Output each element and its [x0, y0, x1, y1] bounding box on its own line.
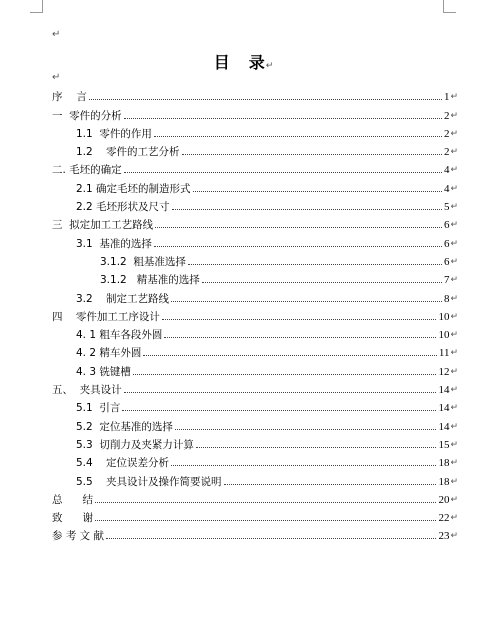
- toc-leader-dots: [171, 465, 436, 466]
- toc-page-number: 15: [438, 438, 450, 451]
- toc-entry[interactable]: [52, 323, 458, 341]
- toc-page-number: 2: [443, 146, 450, 159]
- toc-leader-dots: [124, 172, 442, 173]
- toc-page-number: 4: [443, 164, 450, 177]
- toc-entry[interactable]: [52, 451, 458, 469]
- paragraph-mark: ↵: [450, 366, 458, 377]
- toc-leader-dots: [171, 301, 442, 302]
- toc-entry-label: 二. 毛坯的确定: [52, 164, 122, 177]
- title-char-1: 目: [213, 53, 231, 72]
- toc-entry-label: 1.2 零件的工艺分析: [76, 146, 180, 159]
- toc-entry[interactable]: [52, 213, 458, 231]
- toc-page-number: 20: [438, 493, 450, 506]
- toc-entry-label: 5.3 切削力及夹紧力计算: [76, 438, 194, 451]
- toc-entry[interactable]: [52, 140, 458, 158]
- toc-entry-label: 3.1 基准的选择: [76, 237, 152, 250]
- paragraph-mark: ↵: [450, 92, 458, 103]
- paragraph-mark: ↵: [450, 202, 458, 213]
- toc-entry[interactable]: [52, 341, 458, 359]
- toc-entry-label: 3.2 制定工艺路线: [76, 292, 170, 305]
- paragraph-mark: ↵: [450, 311, 458, 322]
- paragraph-mark: ↵: [450, 403, 458, 414]
- toc-entry-label: 5.2 定位基准的选择: [76, 420, 173, 433]
- toc-entry-label: 五、 夹具设计: [52, 384, 122, 397]
- toc-page-number: 14: [438, 420, 450, 433]
- toc-leader-dots: [196, 447, 437, 448]
- paragraph-mark: ↵: [450, 165, 458, 176]
- paragraph-mark: ↵: [450, 128, 458, 139]
- paragraph-mark-after-title: ↵: [52, 72, 61, 83]
- toc-entry-label: 4. 1 粗车各段外圆: [76, 329, 163, 342]
- toc-page-number: 5: [443, 201, 450, 214]
- toc-page-number: 12: [438, 365, 450, 378]
- toc-leader-dots: [154, 136, 442, 137]
- page-title: [0, 50, 488, 73]
- toc-leader-dots: [122, 410, 436, 411]
- toc-leader-dots: [106, 538, 436, 539]
- paragraph-mark: ↵: [450, 458, 458, 469]
- paragraph-mark-top: ↵: [52, 29, 61, 40]
- toc-entry-label: 2.1 确定毛坯的制造形式: [76, 182, 191, 195]
- toc-leader-dots: [124, 118, 442, 119]
- toc-page-number: 6: [443, 219, 450, 232]
- toc-leader-dots: [193, 191, 442, 192]
- toc-leader-dots: [95, 502, 436, 503]
- paragraph-mark: ↵: [450, 293, 458, 304]
- table-of-contents: [52, 85, 458, 542]
- paragraph-mark: ↵: [450, 494, 458, 505]
- toc-entry[interactable]: [52, 396, 458, 414]
- toc-entry-label: 5.5 夹具设计及操作简要说明: [76, 475, 222, 488]
- toc-entry-label: 总 结: [52, 493, 94, 506]
- toc-page-number: 22: [438, 512, 450, 525]
- paragraph-mark: ↵: [450, 220, 458, 231]
- toc-entry[interactable]: [52, 85, 458, 103]
- toc-entry[interactable]: [52, 268, 458, 286]
- toc-entry[interactable]: [52, 359, 458, 377]
- paragraph-mark: ↵: [450, 183, 458, 194]
- toc-leader-dots: [162, 319, 437, 320]
- page-corner-top-right: [443, 0, 456, 13]
- toc-page-number: 4: [443, 182, 450, 195]
- toc-page-number: 18: [438, 457, 450, 470]
- toc-entry[interactable]: [52, 506, 458, 524]
- paragraph-mark: ↵: [450, 476, 458, 487]
- paragraph-mark: ↵: [450, 256, 458, 267]
- page-corner-top-left: [30, 0, 43, 13]
- toc-leader-dots: [224, 484, 437, 485]
- toc-entry[interactable]: [52, 122, 458, 140]
- toc-page-number: 2: [443, 127, 450, 140]
- toc-leader-dots: [172, 209, 442, 210]
- toc-page-number: 10: [438, 310, 450, 323]
- toc-entry-label: 1.1 零件的作用: [76, 127, 152, 140]
- title-char-2: 录: [248, 53, 266, 72]
- toc-entry-label: 参 考 文 献: [52, 530, 105, 543]
- paragraph-mark: ↵: [450, 275, 458, 286]
- toc-leader-dots: [124, 392, 437, 393]
- paragraph-mark: ↵: [450, 513, 458, 524]
- toc-entry[interactable]: [52, 231, 458, 249]
- toc-entry[interactable]: [52, 469, 458, 487]
- toc-entry-label: 2.2 毛坯形状及尺寸: [76, 201, 170, 214]
- toc-page-number: 2: [443, 109, 450, 122]
- toc-leader-dots: [188, 264, 442, 265]
- toc-entry[interactable]: [52, 488, 458, 506]
- toc-entry-label: 一 零件的分析: [52, 109, 122, 122]
- toc-page-number: 7: [443, 274, 450, 287]
- toc-entry-label: 5.1 引言: [76, 402, 121, 415]
- paragraph-mark: ↵: [450, 531, 458, 542]
- toc-entry-label: 4. 3 铣键槽: [76, 365, 131, 378]
- toc-entry[interactable]: [52, 250, 458, 268]
- toc-leader-dots: [154, 246, 442, 247]
- toc-page-number: 11: [438, 347, 450, 360]
- toc-page-number: 8: [443, 292, 450, 305]
- toc-entry[interactable]: [52, 305, 458, 323]
- paragraph-mark: ↵: [450, 348, 458, 359]
- toc-entry-label: 5.4 定位误差分析: [76, 457, 170, 470]
- toc-page-number: 6: [443, 255, 450, 268]
- toc-leader-dots: [182, 154, 442, 155]
- toc-page-number: 10: [438, 329, 450, 342]
- paragraph-mark: ↵: [450, 330, 458, 341]
- toc-page-number: 18: [438, 475, 450, 488]
- toc-entry-label: 致 谢: [52, 512, 94, 525]
- toc-entry[interactable]: [52, 286, 458, 304]
- toc-entry[interactable]: [52, 195, 458, 213]
- toc-leader-dots: [175, 429, 437, 430]
- toc-entry[interactable]: [52, 414, 458, 432]
- toc-entry[interactable]: [52, 176, 458, 194]
- toc-page-number: 14: [438, 402, 450, 415]
- toc-leader-dots: [133, 374, 437, 375]
- paragraph-mark: ↵: [450, 421, 458, 432]
- toc-page-number: 1: [443, 91, 450, 104]
- toc-page-number: 23: [438, 530, 450, 543]
- paragraph-mark: ↵: [450, 110, 458, 121]
- toc-entry[interactable]: [52, 378, 458, 396]
- toc-entry-label: 三 拟定加工工艺路线: [52, 219, 154, 232]
- toc-entry-label: 3.1.2 粗基准选择: [100, 255, 186, 268]
- toc-leader-dots: [95, 520, 436, 521]
- toc-leader-dots: [164, 337, 436, 338]
- toc-entry-label: 4. 2 精车外圆: [76, 347, 142, 360]
- toc-leader-dots: [143, 355, 436, 356]
- toc-entry-label: 3.1.2 精基准的选择: [100, 274, 200, 287]
- toc-page-number: 14: [438, 384, 450, 397]
- toc-leader-dots: [202, 282, 442, 283]
- toc-page-number: 6: [443, 237, 450, 250]
- toc-entry[interactable]: [52, 433, 458, 451]
- paragraph-mark: ↵: [450, 238, 458, 249]
- paragraph-mark-title: ↵: [265, 61, 275, 71]
- paragraph-mark: ↵: [450, 147, 458, 158]
- paragraph-mark: ↵: [450, 439, 458, 450]
- toc-entry[interactable]: [52, 524, 458, 542]
- toc-entry-label: 序 言: [52, 91, 87, 104]
- toc-leader-dots: [89, 99, 442, 100]
- toc-entry[interactable]: [52, 158, 458, 176]
- paragraph-mark: ↵: [450, 385, 458, 396]
- toc-entry[interactable]: [52, 103, 458, 121]
- toc-leader-dots: [155, 227, 442, 228]
- toc-entry-label: 四 零件加工工序设计: [52, 310, 160, 323]
